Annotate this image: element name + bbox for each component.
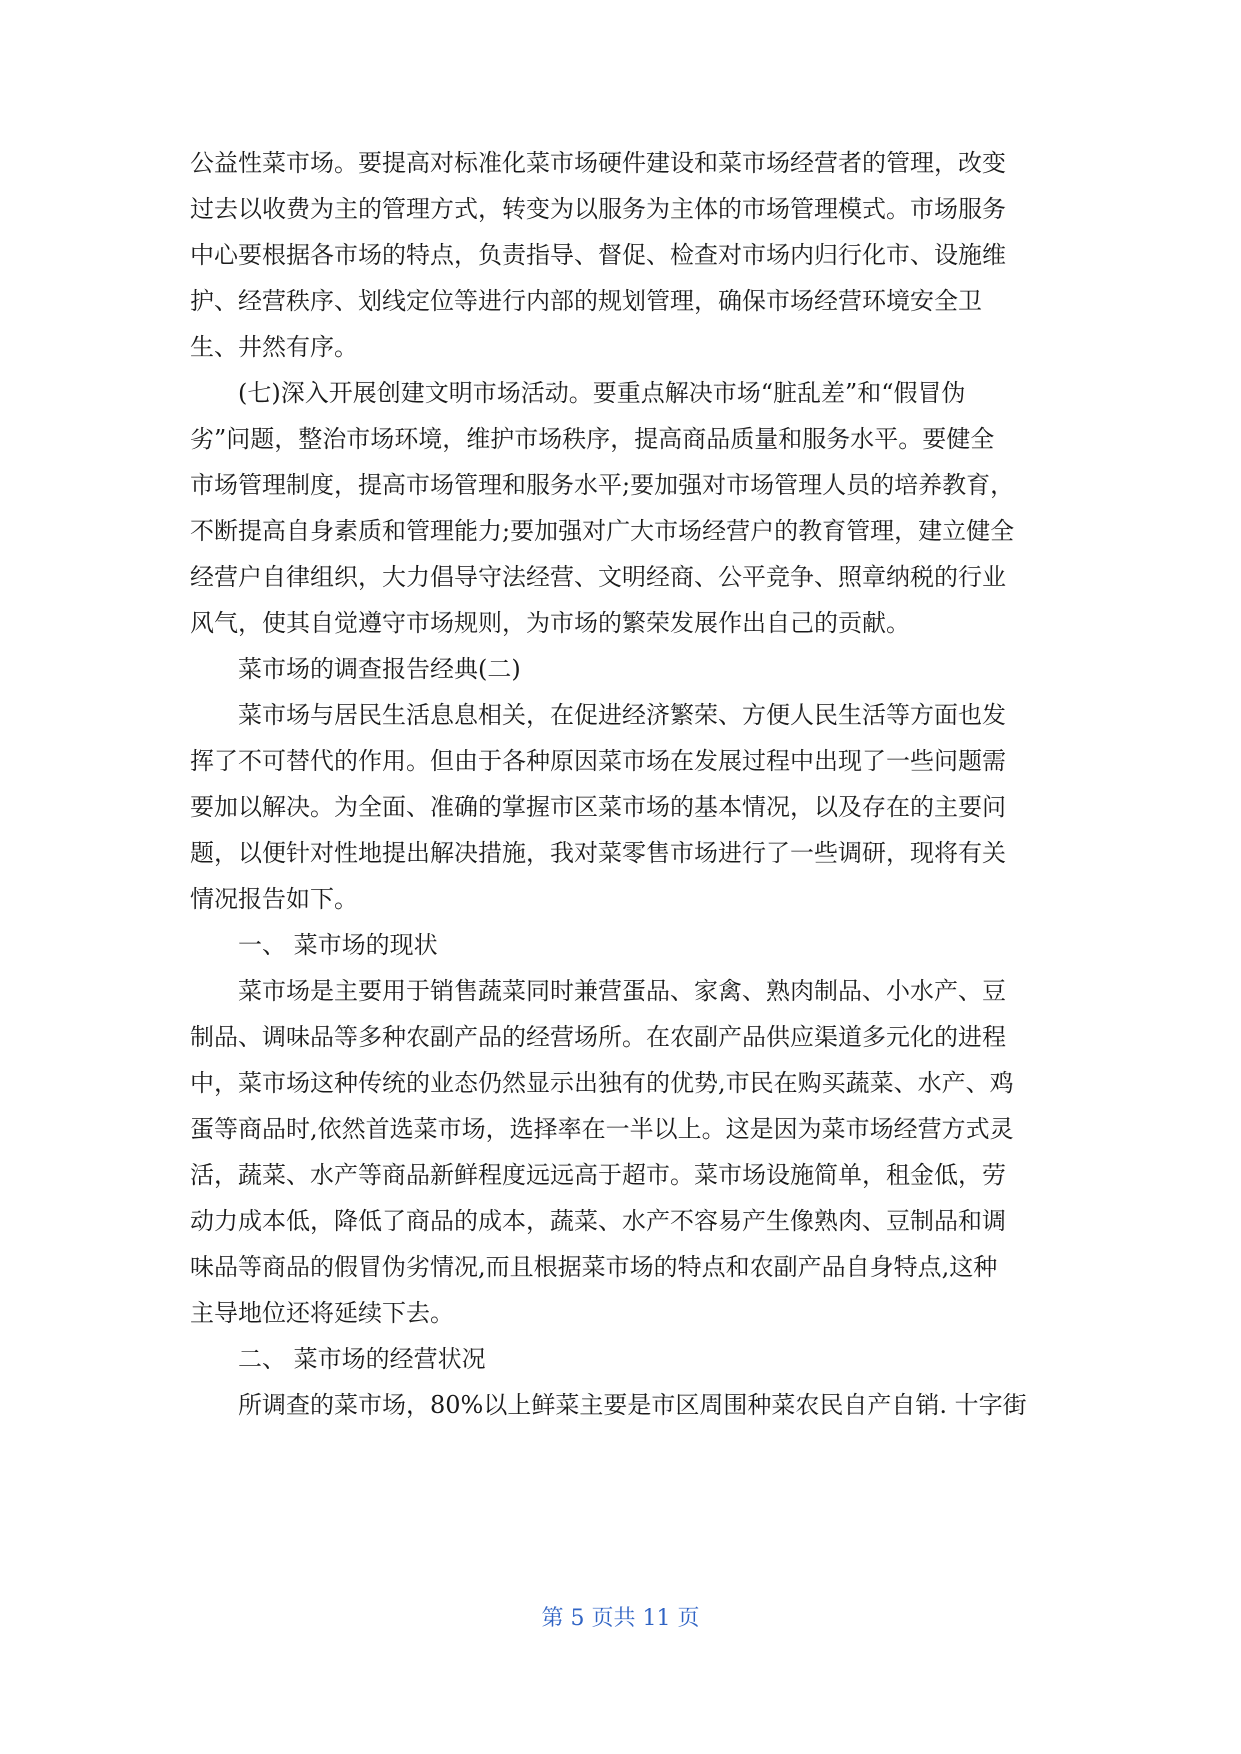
text-line: 味品等商品的假冒伪劣情况,而且根据菜市场的特点和农副产品自身特点,这种 <box>190 1253 998 1281</box>
text-line: 主导地位还将延续下去。 <box>190 1299 454 1327</box>
text-line: 过去以收费为主的管理方式，转变为以服务为主体的市场管理模式。市场服务 <box>190 195 1006 223</box>
text-line: 不断提高自身素质和管理能力;要加强对广大市场经营户的教育管理，建立健全 <box>190 517 1015 545</box>
text-line: 生、井然有序。 <box>190 333 358 361</box>
document-body <box>190 140 1050 1428</box>
text-line: 蛋等商品时,依然首选菜市场，选择率在一半以上。这是因为菜市场经营方式灵 <box>190 1115 1014 1143</box>
text-line: 菜市场是主要用于销售蔬菜同时兼营蛋品、家禽、熟肉制品、小水产、豆 <box>238 977 1006 1005</box>
text-line: 挥了不可替代的作用。但由于各种原因菜市场在发展过程中出现了一些问题需 <box>190 747 1006 775</box>
text-line: 菜市场与居民生活息息相关，在促进经济繁荣、方便人民生活等方面也发 <box>238 701 1006 729</box>
text-line: 公益性菜市场。要提高对标准化菜市场硬件建设和菜市场经营者的管理，改变 <box>190 149 1006 177</box>
text-line: 中心要根据各市场的特点，负责指导、督促、检查对市场内归行化市、设施维 <box>190 241 1006 269</box>
text-line: 要加以解决。为全面、准确的掌握市区菜市场的基本情况，以及存在的主要问 <box>190 793 1006 821</box>
text-line: 风气，使其自觉遵守市场规则，为市场的繁荣发展作出自己的贡献。 <box>190 609 910 637</box>
text-line: 二、 菜市场的经营状况 <box>238 1345 486 1373</box>
page-footer: 第 5 页共 11 页 <box>541 1606 700 1631</box>
text-line: 市场管理制度，提高市场管理和服务水平;要加强对市场管理人员的培养教育， <box>190 471 1015 499</box>
text-line: 活，蔬菜、水产等商品新鲜程度远远高于超市。菜市场设施简单，租金低，劳 <box>190 1161 1006 1189</box>
text-line: 菜市场的调查报告经典(二) <box>238 655 521 683</box>
text-line: 动力成本低，降低了商品的成本，蔬菜、水产不容易产生像熟肉、豆制品和调 <box>190 1207 1006 1235</box>
text-line: 所调查的菜市场，80%以上鲜菜主要是市区周围种菜农民自产自销. 十字街 <box>238 1391 1027 1419</box>
text-line: 一、 菜市场的现状 <box>238 931 438 959</box>
text-line: 题，以便针对性地提出解决措施，我对菜零售市场进行了一些调研，现将有关 <box>190 839 1006 867</box>
text-line: 制品、调味品等多种农副产品的经营场所。在农副产品供应渠道多元化的进程 <box>190 1023 1006 1051</box>
text-line: 劣”问题，整治市场环境，维护市场秩序，提高商品质量和服务水平。要健全 <box>190 425 995 453</box>
text-line: 中，菜市场这种传统的业态仍然显示出独有的优势,市民在购买蔬菜、水产、鸡 <box>190 1069 1014 1097</box>
text-line: (七)深入开展创建文明市场活动。要重点解决市场“脏乱差”和“假冒伪 <box>238 379 966 407</box>
text-line: 护、经营秩序、划线定位等进行内部的规划管理，确保市场经营环境安全卫 <box>190 287 982 315</box>
text-line: 情况报告如下。 <box>190 885 358 913</box>
text-line: 经营户自律组织，大力倡导守法经营、文明经商、公平竞争、照章纳税的行业 <box>190 563 1006 591</box>
